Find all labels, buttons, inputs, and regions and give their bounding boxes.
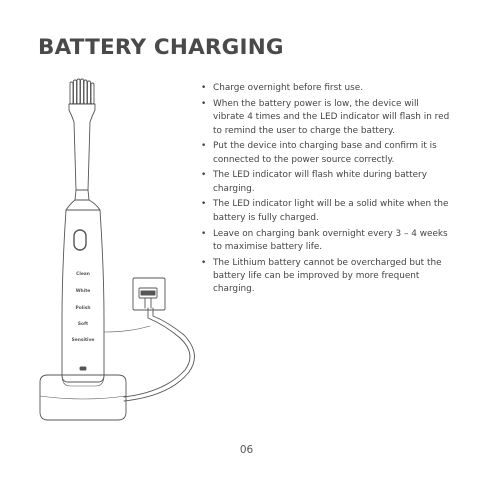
list-item xyxy=(201,140,451,167)
mode-labels xyxy=(72,271,95,343)
brush-neck xyxy=(69,104,95,190)
mode-label-white: White xyxy=(75,289,91,294)
list-item xyxy=(201,82,451,95)
bullet-icon: • xyxy=(201,199,207,210)
list-item-text: When the battery power is low, the device will vibrate 4 times and the LED indicator will flash in red to remind the user to charge the battery. xyxy=(213,98,450,136)
bullet-icon: • xyxy=(201,141,207,152)
list-item-text: The LED indicator will flash white during battery charging. xyxy=(213,170,427,194)
list-item-text: The LED indicator light will be a solid white when the battery is fully charged. xyxy=(213,199,449,223)
page-number: 06 xyxy=(239,444,254,456)
brush-bristles xyxy=(70,79,94,104)
mode-label-polish: Polish xyxy=(75,306,91,311)
bullet-icon: • xyxy=(201,257,207,268)
mode-label-clean: Clean xyxy=(76,272,90,277)
bullet-icon: • xyxy=(201,170,207,181)
list-item xyxy=(201,228,451,255)
mode-label-sensitive: Sensitive xyxy=(71,338,95,343)
page-title: BATTERY CHARGING xyxy=(38,35,284,60)
list-item xyxy=(201,169,451,196)
list-item-text: Leave on charging bank overnight every 3 – 4 weeks to maximise battery life. xyxy=(213,228,448,252)
list-item xyxy=(201,257,451,297)
list-item xyxy=(201,98,451,138)
list-item-text: The Lithium battery cannot be overcharged but the battery life can be improved by more frequent charging. xyxy=(213,257,442,295)
list-item-text: Charge overnight before first use. xyxy=(213,83,364,93)
list-item-text: Put the device into charging base and confirm it is connected to the power source correctly. xyxy=(213,141,437,165)
bullet-icon: • xyxy=(201,98,207,109)
bullet-icon: • xyxy=(201,83,207,93)
list-item xyxy=(201,198,451,225)
bullet-icon: • xyxy=(201,228,207,239)
power-button-icon xyxy=(74,230,86,250)
toothbrush-charging-illustration xyxy=(0,70,200,430)
charging-instructions-list xyxy=(201,82,451,299)
charging-cable xyxy=(124,308,190,397)
led-indicator-icon xyxy=(80,367,86,370)
mode-label-soft: Soft xyxy=(77,322,89,327)
